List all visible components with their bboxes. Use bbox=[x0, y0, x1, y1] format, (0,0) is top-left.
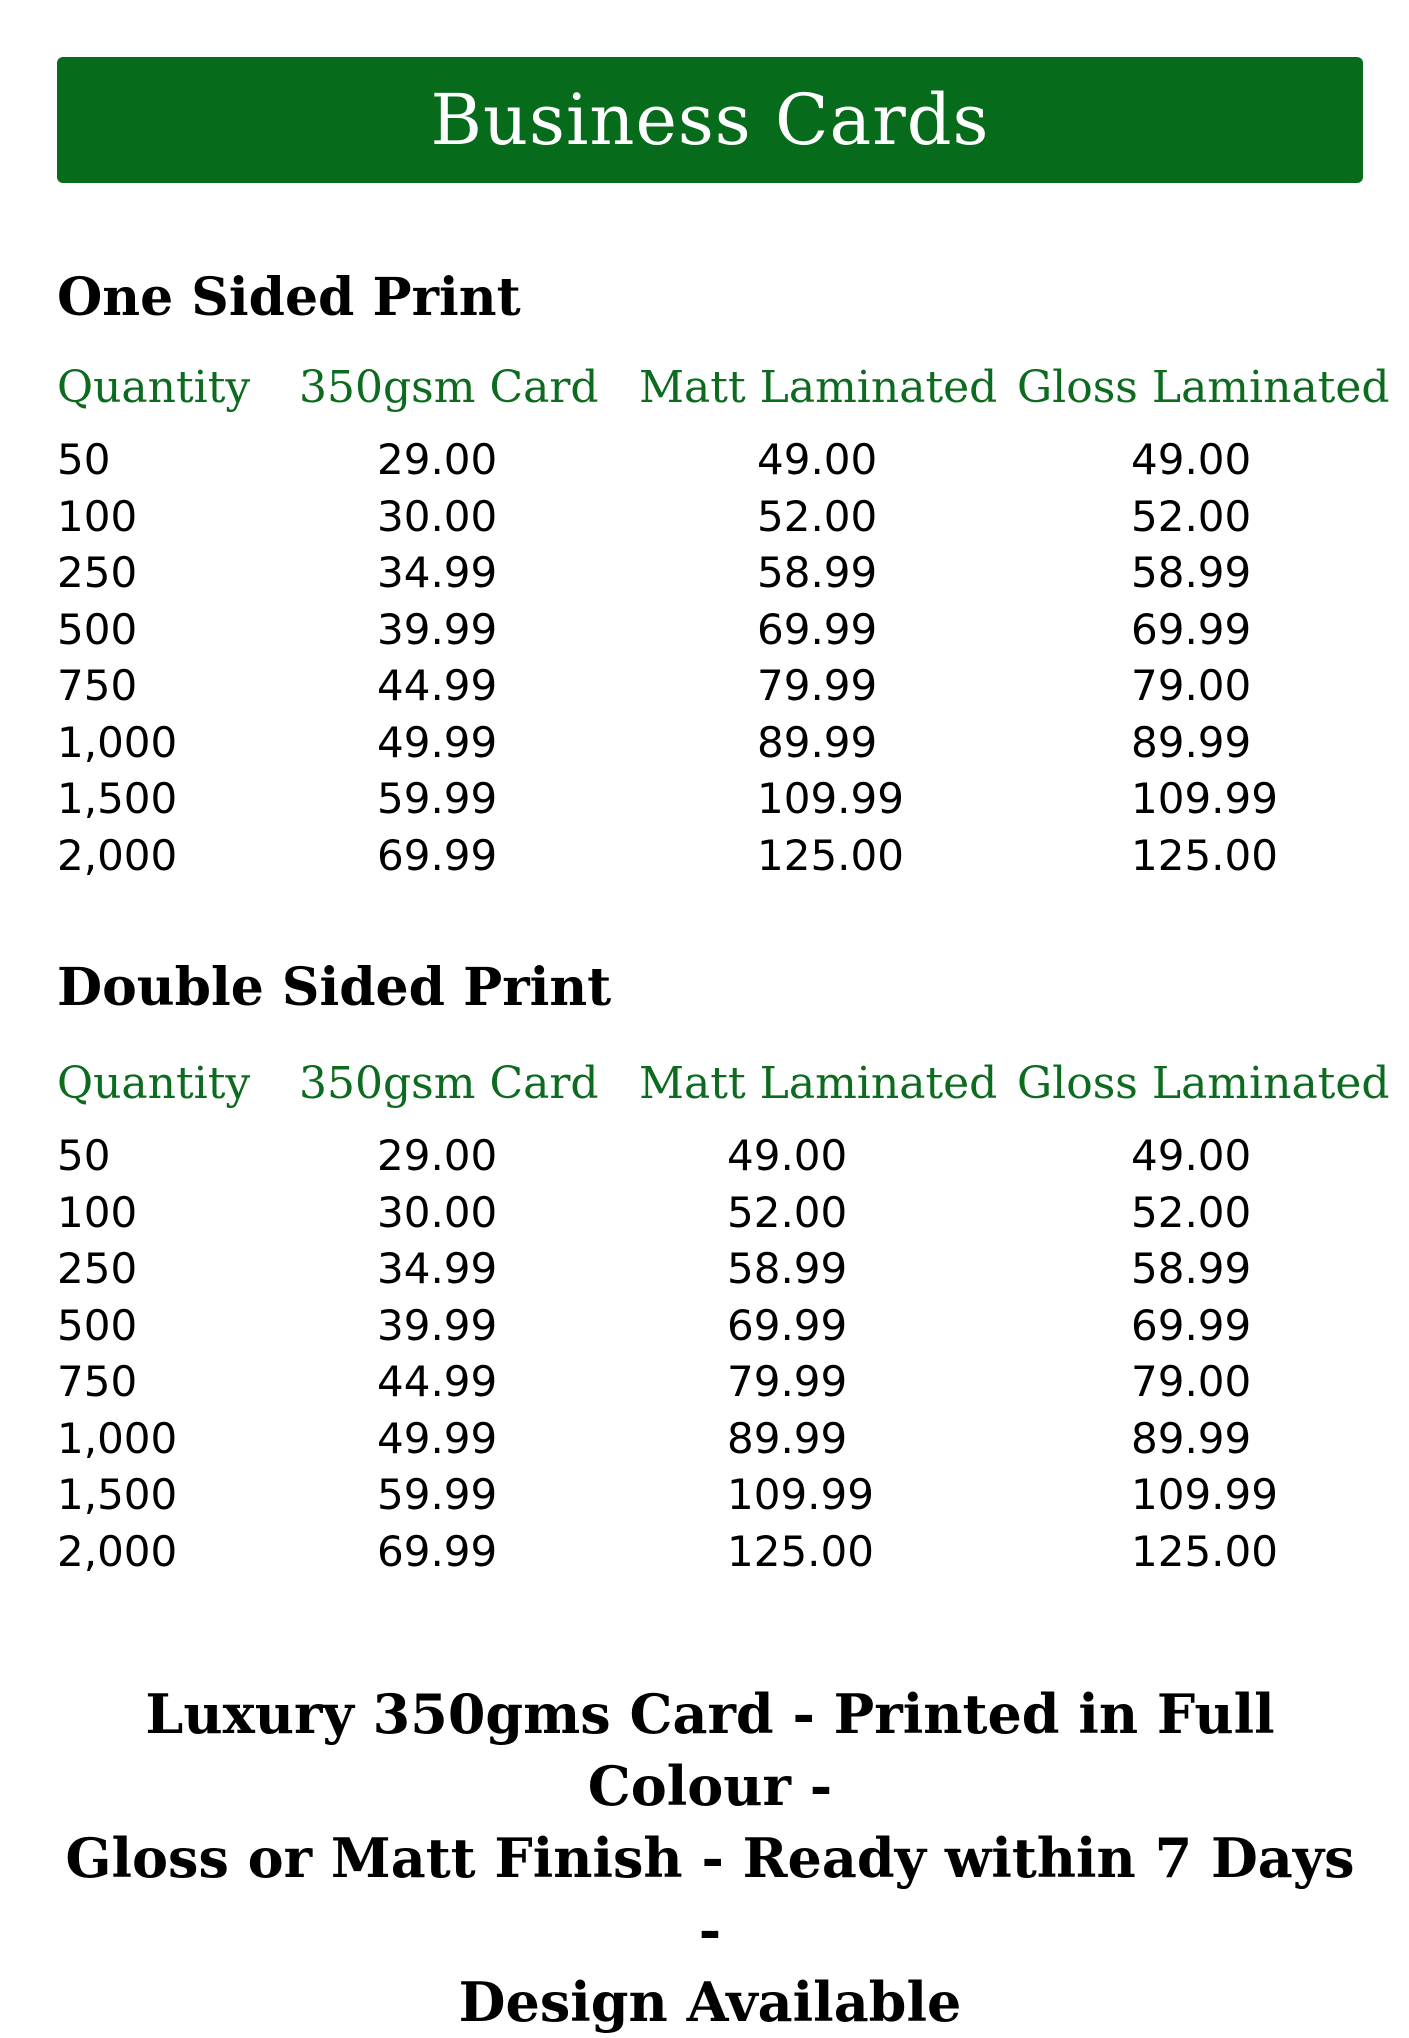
table-row bbox=[57, 1241, 1357, 1298]
quantity-cell: 500 bbox=[57, 604, 138, 654]
card-price-cell: 29.00 bbox=[377, 1131, 498, 1180]
table-row bbox=[57, 715, 1357, 772]
column-header-quantity: Quantity bbox=[57, 362, 251, 413]
column-header-350gsm-card: 350gsm Card bbox=[299, 362, 599, 413]
card-price-cell: 69.99 bbox=[377, 830, 498, 880]
footer-note bbox=[57, 1678, 1363, 2038]
gloss-price-cell: 69.99 bbox=[1131, 604, 1252, 654]
table-row bbox=[57, 771, 1357, 828]
gloss-price-cell: 89.99 bbox=[1131, 717, 1252, 767]
quantity-cell: 1,500 bbox=[57, 1470, 178, 1519]
card-price-cell: 39.99 bbox=[377, 1300, 498, 1350]
quantity-cell: 2,000 bbox=[57, 830, 178, 880]
footer-line: Gloss or Matt Finish - Ready within 7 Days - bbox=[65, 1826, 1355, 1962]
card-price-cell: 39.99 bbox=[377, 604, 498, 654]
table-row bbox=[57, 1354, 1357, 1411]
matt-price-cell: 49.00 bbox=[757, 435, 878, 484]
card-price-cell: 34.99 bbox=[377, 548, 498, 597]
column-headers bbox=[57, 1054, 1390, 1114]
card-price-cell: 44.99 bbox=[377, 1357, 498, 1406]
quantity-cell: 250 bbox=[57, 548, 138, 597]
card-price-cell: 34.99 bbox=[377, 1244, 498, 1293]
table-row bbox=[57, 1185, 1357, 1242]
gloss-price-cell: 125.00 bbox=[1131, 830, 1278, 880]
column-header-gloss-laminated: Gloss Laminated bbox=[1017, 362, 1390, 413]
quantity-cell: 750 bbox=[57, 661, 138, 710]
matt-price-cell: 79.99 bbox=[757, 661, 878, 710]
card-price-cell: 29.00 bbox=[377, 435, 498, 484]
matt-price-cell: 52.00 bbox=[727, 1187, 848, 1237]
quantity-cell: 50 bbox=[57, 1131, 111, 1180]
table-row bbox=[57, 602, 1357, 659]
quantity-cell: 1,000 bbox=[57, 717, 178, 767]
gloss-price-cell: 109.99 bbox=[1131, 774, 1278, 823]
card-price-cell: 49.99 bbox=[377, 717, 498, 767]
table-row bbox=[57, 658, 1357, 715]
matt-price-cell: 58.99 bbox=[757, 548, 878, 597]
table-body bbox=[57, 432, 1357, 884]
matt-price-cell: 125.00 bbox=[727, 1526, 874, 1576]
column-header-350gsm-card: 350gsm Card bbox=[299, 1058, 599, 1109]
quantity-cell: 100 bbox=[57, 491, 138, 541]
gloss-price-cell: 125.00 bbox=[1131, 1526, 1278, 1576]
section-title-double-sided: Double Sided Print bbox=[57, 957, 612, 1018]
footer-line: Luxury 350gms Card - Printed in Full Colour - bbox=[145, 1682, 1275, 1818]
matt-price-cell: 79.99 bbox=[727, 1357, 848, 1406]
gloss-price-cell: 109.99 bbox=[1131, 1470, 1278, 1519]
quantity-cell: 1,500 bbox=[57, 774, 178, 823]
card-price-cell: 69.99 bbox=[377, 1526, 498, 1576]
quantity-cell: 500 bbox=[57, 1300, 138, 1350]
title-banner bbox=[57, 57, 1363, 183]
column-header-gloss-laminated: Gloss Laminated bbox=[1017, 1058, 1390, 1109]
table-row bbox=[57, 489, 1357, 546]
matt-price-cell: 52.00 bbox=[757, 491, 878, 541]
matt-price-cell: 49.00 bbox=[727, 1131, 848, 1180]
card-price-cell: 49.99 bbox=[377, 1413, 498, 1463]
matt-price-cell: 109.99 bbox=[757, 774, 904, 823]
table-row bbox=[57, 1524, 1357, 1581]
column-headers bbox=[57, 358, 1390, 418]
table-body bbox=[57, 1128, 1357, 1580]
gloss-price-cell: 52.00 bbox=[1131, 1187, 1252, 1237]
card-price-cell: 44.99 bbox=[377, 661, 498, 710]
card-price-cell: 59.99 bbox=[377, 1470, 498, 1519]
footer-line: Design Available bbox=[458, 1970, 962, 2034]
quantity-cell: 750 bbox=[57, 1357, 138, 1406]
matt-price-cell: 89.99 bbox=[727, 1413, 848, 1463]
gloss-price-cell: 79.00 bbox=[1131, 1357, 1252, 1406]
table-row bbox=[57, 828, 1357, 885]
section-title-one-sided: One Sided Print bbox=[57, 267, 521, 328]
price-table-double-sided bbox=[57, 1054, 1390, 1580]
gloss-price-cell: 52.00 bbox=[1131, 491, 1252, 541]
quantity-cell: 100 bbox=[57, 1187, 138, 1237]
column-header-matt-laminated: Matt Laminated bbox=[639, 1058, 998, 1109]
quantity-cell: 1,000 bbox=[57, 1413, 178, 1463]
gloss-price-cell: 58.99 bbox=[1131, 548, 1252, 597]
matt-price-cell: 69.99 bbox=[727, 1300, 848, 1350]
gloss-price-cell: 79.00 bbox=[1131, 661, 1252, 710]
card-price-cell: 30.00 bbox=[377, 491, 498, 541]
card-price-cell: 59.99 bbox=[377, 774, 498, 823]
price-table-one-sided bbox=[57, 358, 1390, 884]
column-header-quantity: Quantity bbox=[57, 1058, 251, 1109]
quantity-cell: 50 bbox=[57, 435, 111, 484]
matt-price-cell: 58.99 bbox=[727, 1244, 848, 1293]
gloss-price-cell: 58.99 bbox=[1131, 1244, 1252, 1293]
matt-price-cell: 125.00 bbox=[757, 830, 904, 880]
gloss-price-cell: 49.00 bbox=[1131, 1131, 1252, 1180]
card-price-cell: 30.00 bbox=[377, 1187, 498, 1237]
matt-price-cell: 109.99 bbox=[727, 1470, 874, 1519]
quantity-cell: 250 bbox=[57, 1244, 138, 1293]
table-row bbox=[57, 545, 1357, 602]
matt-price-cell: 89.99 bbox=[757, 717, 878, 767]
column-header-matt-laminated: Matt Laminated bbox=[639, 362, 998, 413]
matt-price-cell: 69.99 bbox=[757, 604, 878, 654]
gloss-price-cell: 69.99 bbox=[1131, 1300, 1252, 1350]
page-title: Business Cards bbox=[430, 79, 990, 161]
table-row bbox=[57, 1128, 1357, 1185]
table-row bbox=[57, 1411, 1357, 1468]
table-row bbox=[57, 1467, 1357, 1524]
gloss-price-cell: 49.00 bbox=[1131, 435, 1252, 484]
table-row bbox=[57, 1298, 1357, 1355]
table-row bbox=[57, 432, 1357, 489]
quantity-cell: 2,000 bbox=[57, 1526, 178, 1576]
gloss-price-cell: 89.99 bbox=[1131, 1413, 1252, 1463]
